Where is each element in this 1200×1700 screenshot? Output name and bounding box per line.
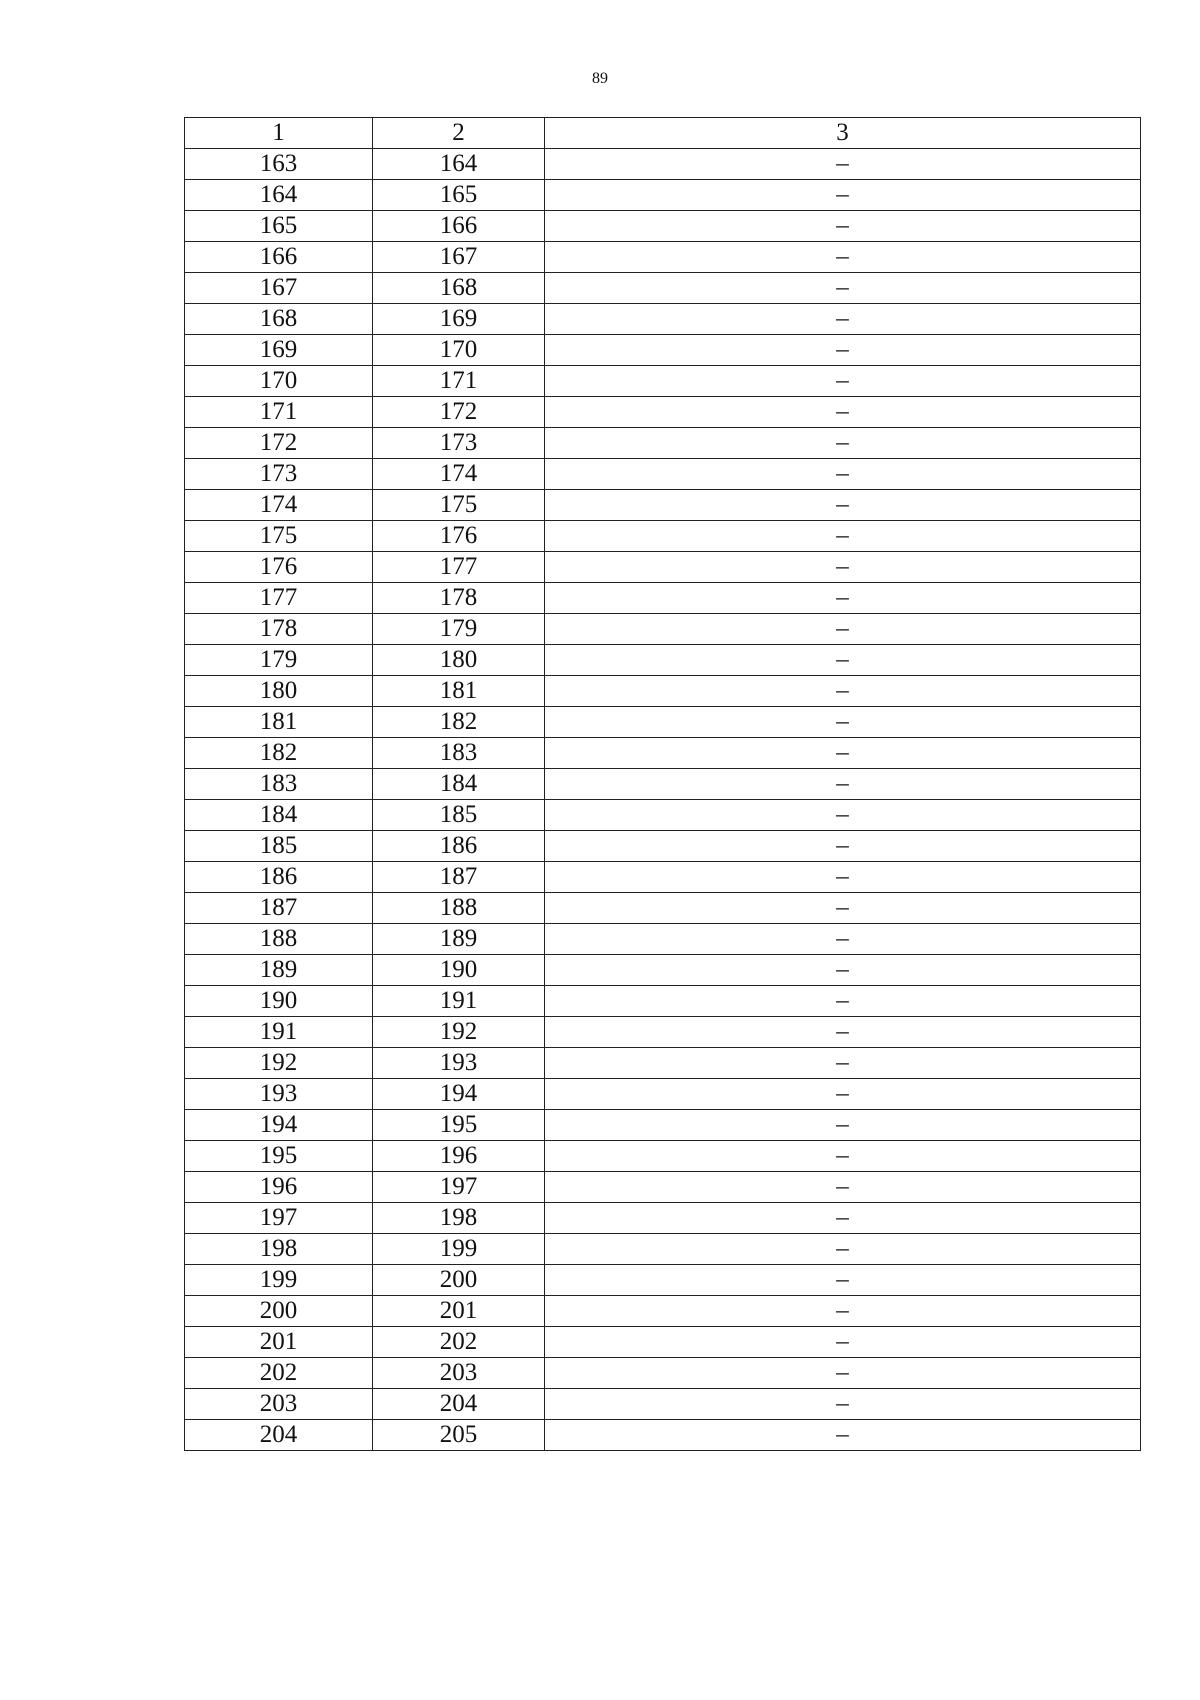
table-cell-col2: 183: [373, 738, 545, 769]
table-cell-col2: 185: [373, 800, 545, 831]
table-cell-col1: 165: [185, 211, 373, 242]
table-cell-col1: 195: [185, 1141, 373, 1172]
table-cell-col1: 178: [185, 614, 373, 645]
table-row: [185, 304, 1141, 335]
table-row: [185, 1327, 1141, 1358]
table-row: [185, 924, 1141, 955]
table-cell-col2: 188: [373, 893, 545, 924]
table-cell-col3: –: [545, 149, 1141, 180]
table-cell-col1: 188: [185, 924, 373, 955]
table-row: [185, 862, 1141, 893]
table-cell-col1: 199: [185, 1265, 373, 1296]
table-cell-col1: 183: [185, 769, 373, 800]
table-cell-col1: 176: [185, 552, 373, 583]
table-cell-col3: –: [545, 366, 1141, 397]
table-row: [185, 273, 1141, 304]
table-cell-col3: –: [545, 1234, 1141, 1265]
table-row: [185, 986, 1141, 1017]
table-cell-col1: 164: [185, 180, 373, 211]
table-cell-col3: –: [545, 273, 1141, 304]
table-cell-col2: 184: [373, 769, 545, 800]
table-cell-col3: –: [545, 397, 1141, 428]
table-cell-col1: 175: [185, 521, 373, 552]
table-row: [185, 955, 1141, 986]
table-cell-col2: 198: [373, 1203, 545, 1234]
table-cell-col2: 189: [373, 924, 545, 955]
table-cell-col2: 166: [373, 211, 545, 242]
table-cell-col2: 171: [373, 366, 545, 397]
table-cell-col2: 186: [373, 831, 545, 862]
table-cell-col3: –: [545, 1358, 1141, 1389]
table-cell-col1: 203: [185, 1389, 373, 1420]
table-row: [185, 1420, 1141, 1451]
table-cell-col1: 191: [185, 1017, 373, 1048]
table-cell-col2: 178: [373, 583, 545, 614]
table-cell-col2: 194: [373, 1079, 545, 1110]
table-cell-col1: 185: [185, 831, 373, 862]
table-cell-col3: –: [545, 893, 1141, 924]
table-cell-col1: 187: [185, 893, 373, 924]
table-cell-col2: 205: [373, 1420, 545, 1451]
table-row: [185, 1265, 1141, 1296]
table-cell-col1: 167: [185, 273, 373, 304]
table-row: [185, 1141, 1141, 1172]
table-cell-col2: 200: [373, 1265, 545, 1296]
table-cell-col3: –: [545, 1420, 1141, 1451]
data-table: [184, 117, 1141, 1451]
table-cell-col1: 202: [185, 1358, 373, 1389]
table-cell-col2: 195: [373, 1110, 545, 1141]
table-cell-col3: –: [545, 304, 1141, 335]
table-cell-col3: –: [545, 676, 1141, 707]
table-cell-col3: –: [545, 986, 1141, 1017]
table-cell-col1: 184: [185, 800, 373, 831]
table-row: [185, 738, 1141, 769]
table-cell-col1: 166: [185, 242, 373, 273]
table-row: [185, 149, 1141, 180]
table-row: [185, 1048, 1141, 1079]
table-cell-col1: 172: [185, 428, 373, 459]
table-cell-col2: 187: [373, 862, 545, 893]
table-cell-col3: –: [545, 180, 1141, 211]
table-cell-col1: 173: [185, 459, 373, 490]
table-row: [185, 1203, 1141, 1234]
table-row: [185, 1172, 1141, 1203]
table-cell-col2: 202: [373, 1327, 545, 1358]
table-cell-col1: 174: [185, 490, 373, 521]
table-cell-col2: 164: [373, 149, 545, 180]
table-body: [185, 118, 1141, 1451]
table-cell-col2: 176: [373, 521, 545, 552]
table-cell-col3: –: [545, 335, 1141, 366]
table-row: [185, 459, 1141, 490]
table-row: [185, 397, 1141, 428]
table-cell-col1: 190: [185, 986, 373, 1017]
table-cell-col2: 180: [373, 645, 545, 676]
table-cell-col3: –: [545, 1265, 1141, 1296]
table-cell-col3: –: [545, 645, 1141, 676]
table-cell-col1: 196: [185, 1172, 373, 1203]
table-cell-col1: 163: [185, 149, 373, 180]
table-cell-col3: –: [545, 1141, 1141, 1172]
table-cell-col2: 181: [373, 676, 545, 707]
table-row: [185, 180, 1141, 211]
table-cell-col3: –: [545, 1327, 1141, 1358]
table-cell-col2: 165: [373, 180, 545, 211]
table-cell-col1: 168: [185, 304, 373, 335]
table-cell-col3: –: [545, 521, 1141, 552]
table-cell-col1: 170: [185, 366, 373, 397]
table-row: [185, 1358, 1141, 1389]
table-row: [185, 831, 1141, 862]
table-cell-col1: 193: [185, 1079, 373, 1110]
table-cell-col1: 177: [185, 583, 373, 614]
table-cell-col2: 191: [373, 986, 545, 1017]
table-cell-col1: 204: [185, 1420, 373, 1451]
table-row: [185, 242, 1141, 273]
table-cell-col2: 199: [373, 1234, 545, 1265]
table-row: [185, 490, 1141, 521]
table-row: [185, 552, 1141, 583]
table-cell-col1: 171: [185, 397, 373, 428]
table-row: [185, 335, 1141, 366]
table-cell-col2: 197: [373, 1172, 545, 1203]
table-cell-col1: 180: [185, 676, 373, 707]
table-cell-col3: –: [545, 738, 1141, 769]
table-cell-col3: –: [545, 428, 1141, 459]
table-cell-col3: –: [545, 1296, 1141, 1327]
table-cell-col3: –: [545, 552, 1141, 583]
table-row: [185, 366, 1141, 397]
table-row: [185, 645, 1141, 676]
table-cell-col2: 172: [373, 397, 545, 428]
table-cell-col3: –: [545, 583, 1141, 614]
table-cell-col3: –: [545, 242, 1141, 273]
table-row: [185, 521, 1141, 552]
table-cell-col2: 175: [373, 490, 545, 521]
table-cell-col2: 170: [373, 335, 545, 366]
table-cell-col1: 186: [185, 862, 373, 893]
table-cell-col1: 200: [185, 1296, 373, 1327]
table-cell-col1: 198: [185, 1234, 373, 1265]
column-header-2: 2: [373, 118, 545, 149]
table-cell-col1: 189: [185, 955, 373, 986]
table-cell-col3: –: [545, 1048, 1141, 1079]
table-row: [185, 1017, 1141, 1048]
table-cell-col2: 177: [373, 552, 545, 583]
table-cell-col2: 167: [373, 242, 545, 273]
table-cell-col2: 179: [373, 614, 545, 645]
table-row: [185, 800, 1141, 831]
table-row: [185, 769, 1141, 800]
table-cell-col3: –: [545, 614, 1141, 645]
table-cell-col3: –: [545, 1079, 1141, 1110]
table-cell-col3: –: [545, 1203, 1141, 1234]
table-cell-col2: 173: [373, 428, 545, 459]
table-cell-col3: –: [545, 1172, 1141, 1203]
column-header-3: 3: [545, 118, 1141, 149]
table-cell-col1: 179: [185, 645, 373, 676]
table-cell-col3: –: [545, 769, 1141, 800]
table-row: [185, 614, 1141, 645]
table-cell-col3: –: [545, 862, 1141, 893]
table-cell-col1: 169: [185, 335, 373, 366]
table-cell-col3: –: [545, 955, 1141, 986]
table-cell-col3: –: [545, 831, 1141, 862]
table-cell-col3: –: [545, 211, 1141, 242]
table-row: [185, 893, 1141, 924]
table-cell-col2: 203: [373, 1358, 545, 1389]
table-row: [185, 1110, 1141, 1141]
table-cell-col3: –: [545, 1389, 1141, 1420]
table-cell-col1: 182: [185, 738, 373, 769]
table-cell-col3: –: [545, 924, 1141, 955]
table-cell-col2: 190: [373, 955, 545, 986]
table-cell-col3: –: [545, 800, 1141, 831]
table-row: [185, 676, 1141, 707]
table-cell-col1: 201: [185, 1327, 373, 1358]
table-cell-col1: 194: [185, 1110, 373, 1141]
table-cell-col2: 192: [373, 1017, 545, 1048]
table-cell-col3: –: [545, 1017, 1141, 1048]
table-row: [185, 1389, 1141, 1420]
table-cell-col2: 196: [373, 1141, 545, 1172]
table-row: [185, 707, 1141, 738]
table-cell-col2: 201: [373, 1296, 545, 1327]
table-cell-col2: 174: [373, 459, 545, 490]
table-cell-col1: 197: [185, 1203, 373, 1234]
table-row: [185, 1234, 1141, 1265]
table-row: [185, 1079, 1141, 1110]
table-cell-col2: 182: [373, 707, 545, 738]
table-cell-col2: 169: [373, 304, 545, 335]
table-cell-col2: 168: [373, 273, 545, 304]
table-cell-col1: 181: [185, 707, 373, 738]
table-cell-col3: –: [545, 459, 1141, 490]
table-cell-col1: 192: [185, 1048, 373, 1079]
table-cell-col3: –: [545, 490, 1141, 521]
column-header-1: 1: [185, 118, 373, 149]
table-row: [185, 583, 1141, 614]
table-header-row: [185, 118, 1141, 149]
table-cell-col2: 193: [373, 1048, 545, 1079]
table-cell-col3: –: [545, 707, 1141, 738]
table-row: [185, 1296, 1141, 1327]
table-cell-col2: 204: [373, 1389, 545, 1420]
table-cell-col3: –: [545, 1110, 1141, 1141]
table-row: [185, 428, 1141, 459]
table-row: [185, 211, 1141, 242]
page-number: 89: [592, 70, 608, 87]
